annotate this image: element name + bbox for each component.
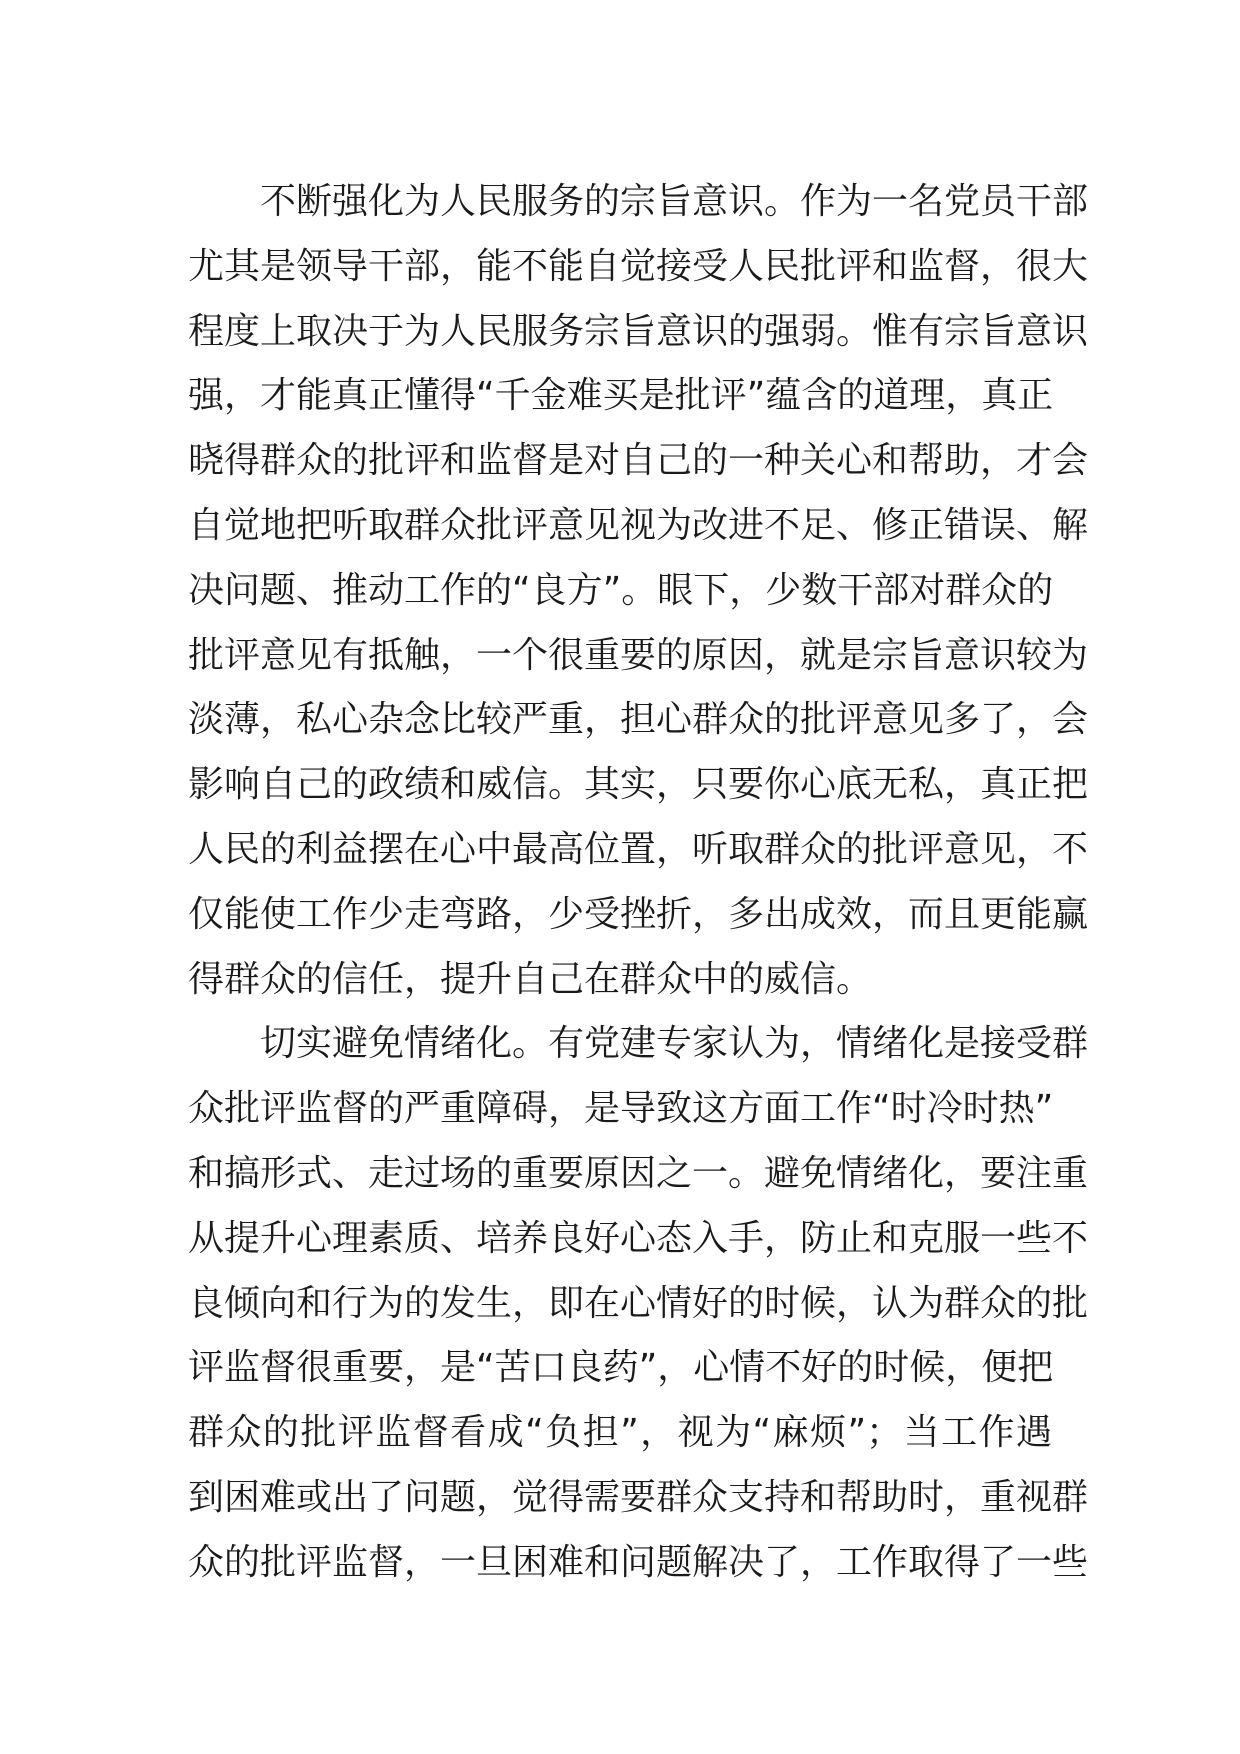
text-line: 影响自己的政绩和威信。其实，只要你心底无私，真正把 bbox=[188, 764, 1089, 806]
text-line: 决问题、推动工作的“良方”。眼下，少数干部对群众的 bbox=[188, 569, 1054, 611]
text-line: 不断强化为人民服务的宗旨意识。作为一名党员干部 bbox=[260, 181, 1089, 222]
text-line: 从提升心理素质、培养良好心态入手，防止和克服一些不 bbox=[188, 1217, 1089, 1259]
text-line: 人民的利益摆在心中最高位置，听取群众的批评意见，不 bbox=[188, 828, 1089, 870]
text-line: 良倾向和行为的发生，即在心情好的时候，认为群众的批 bbox=[188, 1282, 1089, 1324]
text-line: 程度上取决于为人民服务宗旨意识的强弱。惟有宗旨意识 bbox=[188, 310, 1089, 352]
text-line: 到困难或出了问题，觉得需要群众支持和帮助时，重视群 bbox=[188, 1476, 1089, 1518]
text-line: 批评意见有抵触，一个很重要的原因，就是宗旨意识较为 bbox=[188, 634, 1089, 676]
text-line: 评监督很重要，是“苦口良药”，心情不好的时候，便把 bbox=[188, 1347, 1054, 1389]
text-line: 得群众的信任，提升自己在群众中的威信。 bbox=[188, 958, 873, 1000]
paragraph bbox=[188, 1012, 1089, 1595]
text-line: 淡薄，私心杂念比较严重，担心群众的批评意见多了，会 bbox=[188, 699, 1089, 741]
text-line: 强，才能真正懂得“千金难买是批评”蕴含的道理，真正 bbox=[188, 375, 1054, 417]
text-line: 自觉地把听取群众批评意见视为改进不足、修正错误、解 bbox=[188, 504, 1089, 546]
text-line: 仅能使工作少走弯路，少受挫折，多出成效，而且更能赢 bbox=[188, 893, 1089, 935]
text-line: 尤其是领导干部，能不能自觉接受人民批评和监督，很大 bbox=[188, 245, 1089, 287]
text-line: 群众的批评监督看成“负担”，视为“麻烦”；当工作遇 bbox=[188, 1412, 1052, 1454]
text-line: 晓得群众的批评和监督是对自己的一种关心和帮助，才会 bbox=[188, 440, 1089, 482]
body-text bbox=[188, 170, 1089, 1596]
text-line: 众的批评监督，一旦困难和问题解决了，工作取得了一些 bbox=[188, 1541, 1089, 1583]
text-line: 切实避免情绪化。有党建专家认为，情绪化是接受群 bbox=[260, 1023, 1089, 1065]
text-line: 众批评监督的严重障碍，是导致这方面工作“时冷时热” bbox=[188, 1088, 1054, 1130]
paragraph bbox=[188, 170, 1089, 1012]
text-line: 和搞形式、走过场的重要原因之一。避免情绪化，要注重 bbox=[188, 1152, 1089, 1194]
